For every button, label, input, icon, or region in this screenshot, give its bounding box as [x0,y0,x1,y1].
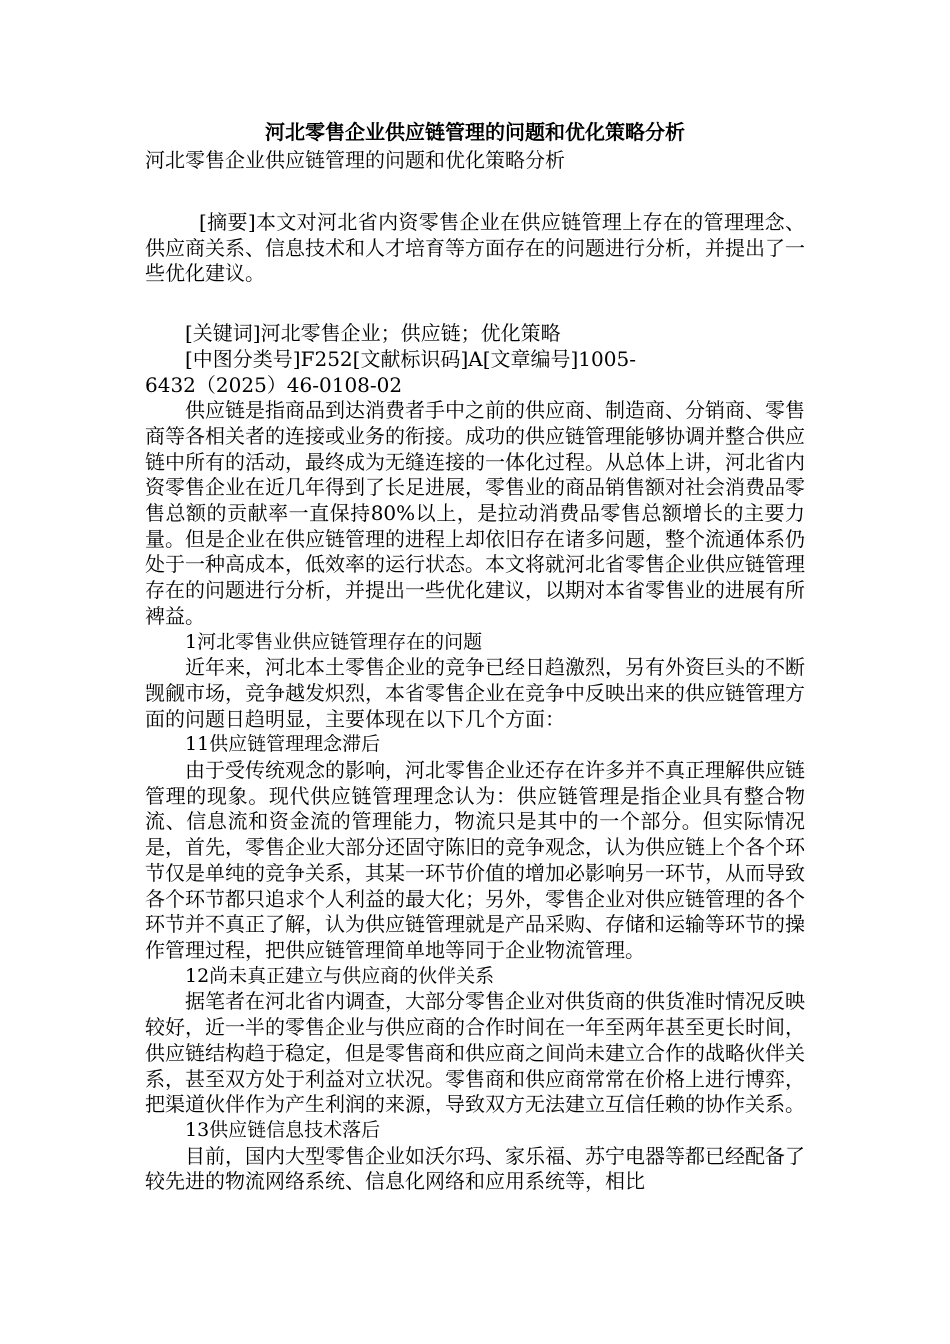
document-subtitle: 河北零售企业供应链管理的问题和优化策略分析 [145,148,565,172]
abstract-paragraph: [摘要]本文对河北省内资零售企业在供应链管理上存在的管理理念、供应商关系、信息技术和人才培育等方面存在的问题进行分析，并提出了一些优化建议。 [145,210,805,286]
classification-line: [中图分类号]F252[文献标识码]A[文章编号]1005- [185,346,636,371]
document-page [145,118,805,1195]
classification-line-continued: 6432（2025）46-0108-02 [145,372,403,397]
section-heading-13: 13供应链信息技术落后 [185,1118,381,1141]
document-title: 河北零售企业供应链管理的问题和优化策略分析 [265,120,685,144]
intro-paragraph: 供应链是指商品到达消费者手中之前的供应商、制造商、分销商、零售商等各相关者的连接或业务的衔接。成功的供应链管理能够协调并整合供应链中所有的活动，最终成为无缝连接的一体化过程。从总体上讲，河北省内资零售企业在近几年得到了长足进展，零售业的商品销售额对社会消费品零售总额的贡献率一直保持80%以上，是拉动消费品零售总额增长的主要力量。但是企业在供应链管理的进程上却依旧存在诸多问题，整个流通体系仍处于一种高成本，低效率的运行状态。本文将就河北省零售企业供应链管理存在的问题进行分析，并提出一些优化建议，以期对本省零售业的进展有所裨益。 [145,398,805,628]
section-heading-12: 12尚未真正建立与供应商的伙伴关系 [185,964,495,987]
section-11-paragraph: 由于受传统观念的影响，河北零售企业还存在许多并不真正理解供应链管理的现象。现代供应链管理理念认为：供应链管理是指企业具有整合物流、信息流和资金流的管理能力，物流只是其中的一个部分。但实际情况是，首先，零售企业大部分还固守陈旧的竞争观念，认为供应链上个各个环节仅是单纯的竞争关系，其某一环节价值的增加必影响另一环节，从而导致各个环节都只追求个人利益的最大化；另外，零售企业对供应链管理的各个环节并不真正了解，认为供应链管理就是产品采购、存储和运输等环节的操作管理过程，把供应链管理简单地等同于企业物流管理。 [145,758,805,962]
section-1-paragraph: 近年来，河北本土零售企业的竞争已经日趋激烈，另有外资巨头的不断觊觎市场，竞争越发炽烈，本省零售企业在竞争中反映出来的供应链管理方面的问题日趋明显，主要体现在以下几个方面： [145,655,805,731]
keywords-line: [关键词]河北零售企业；供应链；优化策略 [185,321,561,346]
section-heading-11: 11供应链管理理念滞后 [185,733,381,756]
section-12-paragraph: 据笔者在河北省内调查，大部分零售企业对供货商的供货准时情况反映较好，近一半的零售企业与供应商的合作时间在一年至两年甚至更长时间，供应链结构趋于稳定，但是零售商和供应商之间尚未建立合作的战略伙伴关系，甚至双方处于利益对立状况。零售商和供应商常常在价格上进行博弈，把渠道伙伴作为产生利润的来源，导致双方无法建立互信任赖的协作关系。 [145,989,805,1117]
section-heading-1: 1河北零售业供应链管理存在的问题 [185,630,483,653]
section-13-paragraph: 目前，国内大型零售企业如沃尔玛、家乐福、苏宁电器等都已经配备了较先进的物流网络系统、信息化网络和应用系统等，相比 [145,1143,805,1194]
